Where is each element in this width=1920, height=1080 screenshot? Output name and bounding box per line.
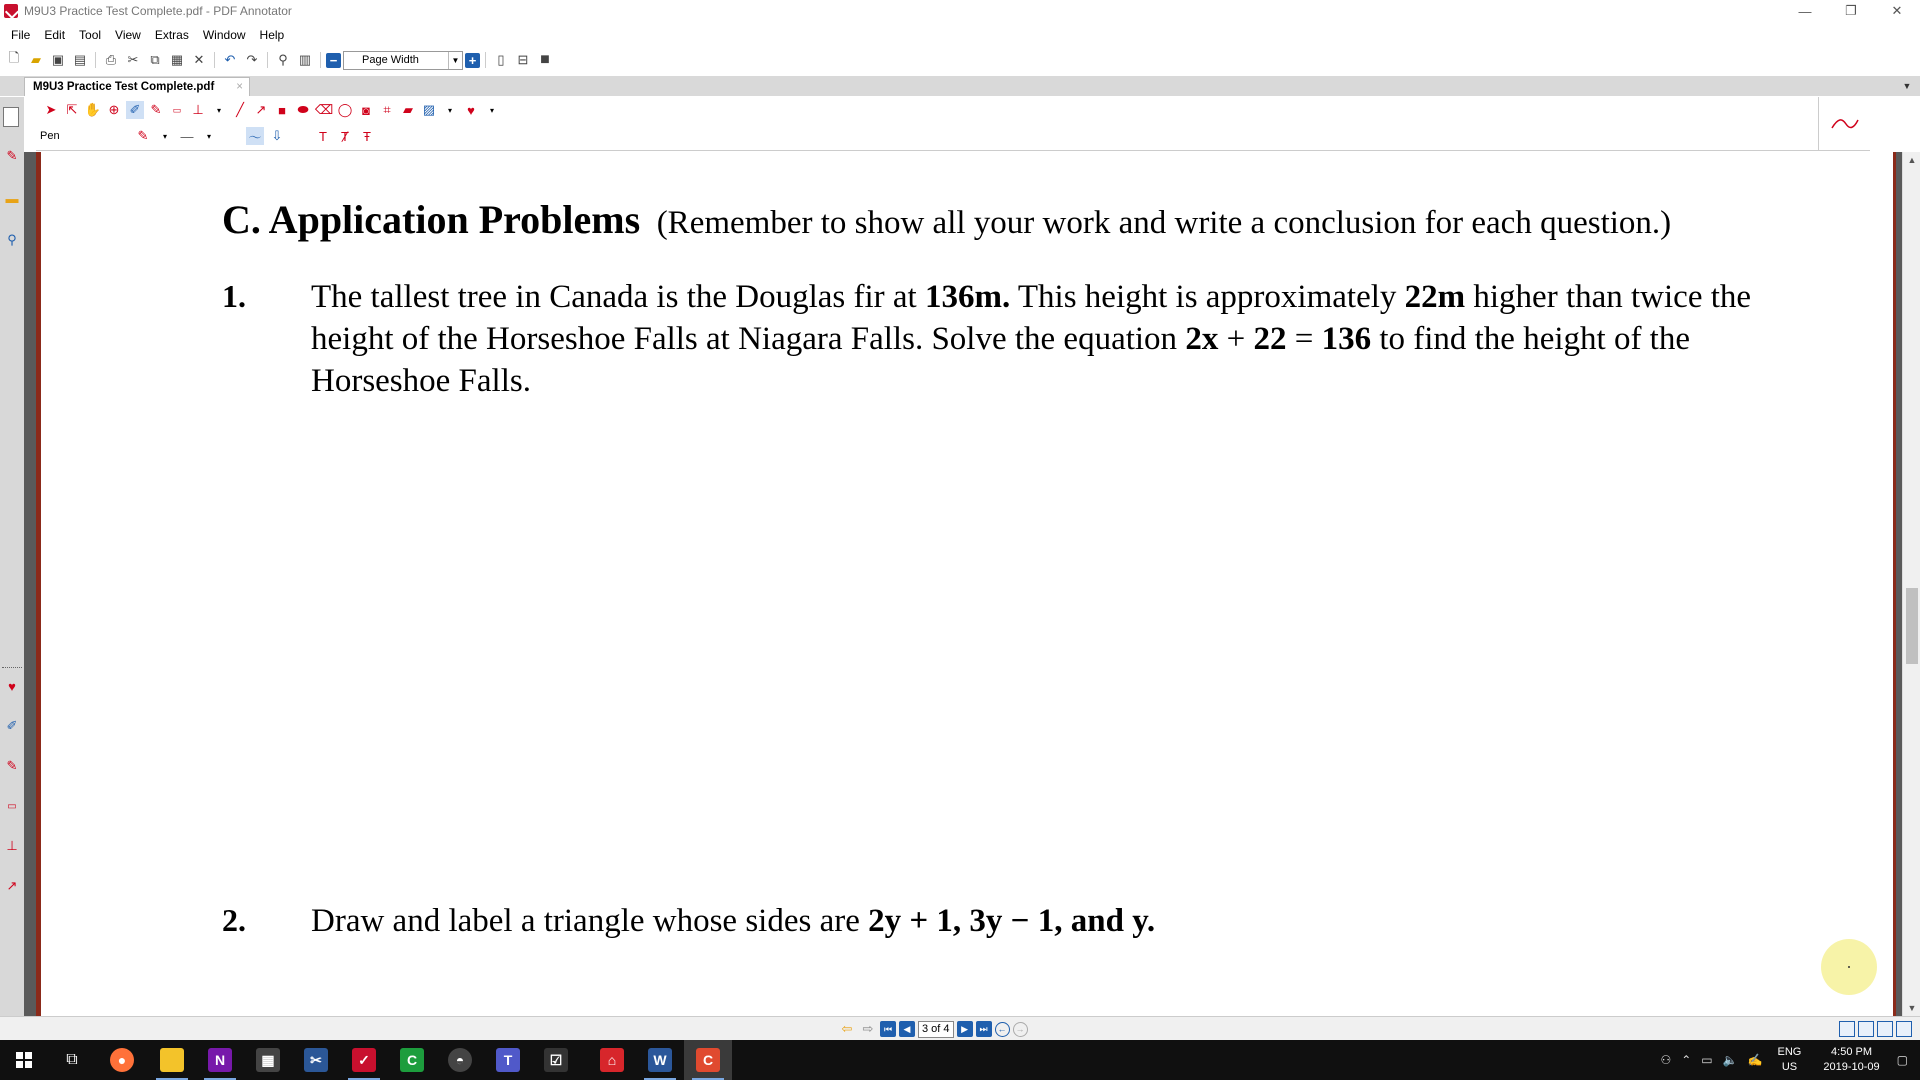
- chevron-down-icon[interactable]: ▾: [216, 105, 221, 115]
- firefox-icon: ●: [110, 1048, 134, 1072]
- line-icon[interactable]: ╱: [236, 102, 244, 117]
- acrobat-app[interactable]: [588, 1040, 636, 1080]
- camera-icon[interactable]: ◙: [362, 102, 370, 118]
- continuous-view-icon[interactable]: [1858, 1021, 1874, 1037]
- previous-page-icon[interactable]: ◀: [899, 1021, 915, 1037]
- pen-color-icon[interactable]: ✎: [137, 128, 149, 143]
- language-indicator[interactable]: ENG US: [1777, 1046, 1802, 1073]
- page-layout-icon[interactable]: ▥: [298, 52, 312, 67]
- eraser-icon[interactable]: ⌫: [314, 102, 334, 117]
- page-thumbnail-icon[interactable]: [3, 107, 19, 127]
- camtasia-icon: C: [400, 1048, 424, 1072]
- windows-taskbar: [0, 1040, 1920, 1080]
- open-folder-icon[interactable]: ▰: [31, 52, 41, 67]
- toolbar-divider: [267, 52, 268, 68]
- document-tab-strip: [0, 76, 1920, 96]
- main-toolbar: [0, 48, 1920, 72]
- people-icon[interactable]: ⚇: [1660, 1053, 1672, 1067]
- text-squiggle-icon[interactable]: Ⱦ: [341, 128, 349, 144]
- back-history-icon[interactable]: ⇦: [841, 1021, 853, 1036]
- page-indicator[interactable]: 3 of 4: [918, 1021, 954, 1038]
- pen-active-icon[interactable]: ✐: [126, 101, 144, 119]
- ellipse-icon[interactable]: ⬬: [297, 102, 309, 117]
- onenote-icon: N: [208, 1048, 232, 1072]
- copy-icon[interactable]: ⧉: [150, 52, 160, 67]
- pen-properties-row: [40, 127, 376, 145]
- system-tray: [1655, 1040, 1920, 1080]
- scroll-down-icon[interactable]: ▼: [1907, 1003, 1917, 1013]
- acrobat-icon: ⌂: [600, 1048, 624, 1072]
- notes-panel-icon[interactable]: ▬: [5, 190, 19, 206]
- network-icon[interactable]: ▭: [1701, 1053, 1713, 1067]
- forward-icon[interactable]: →: [1013, 1022, 1028, 1037]
- select-arrow-icon[interactable]: ➤: [45, 102, 57, 117]
- tab-label: M9U3 Practice Test Complete.pdf: [33, 81, 215, 93]
- left-sidebar: [0, 97, 24, 1016]
- pdf-annotator-app[interactable]: [340, 1040, 388, 1080]
- hand-tool-icon[interactable]: ✋: [84, 102, 102, 117]
- menu-tool[interactable]: Tool: [79, 28, 102, 42]
- zoom-select[interactable]: [343, 51, 463, 70]
- two-page-continuous-view-icon[interactable]: [1896, 1021, 1912, 1037]
- panel-divider: [2, 667, 22, 668]
- toolbar-divider: [485, 52, 486, 68]
- delete-icon[interactable]: ✕: [193, 52, 205, 67]
- rectangle-icon[interactable]: ■: [278, 102, 286, 118]
- window-controls: [1782, 0, 1920, 22]
- undo-icon[interactable]: ↶: [224, 52, 236, 67]
- fullscreen-icon[interactable]: ■: [540, 51, 550, 68]
- pen-preview: [1818, 97, 1870, 151]
- camtasia-recorder-app[interactable]: [684, 1040, 732, 1080]
- problem-number: 1.: [222, 278, 246, 314]
- menu-window[interactable]: Window: [202, 28, 246, 42]
- word-icon: W: [648, 1048, 672, 1072]
- scroll-thumb[interactable]: [1906, 588, 1918, 664]
- two-page-view-icon[interactable]: [1877, 1021, 1893, 1037]
- zoom-in-icon[interactable]: +: [465, 53, 480, 68]
- arrow-tool-icon[interactable]: ↗: [6, 878, 18, 893]
- annotation-tools-row: [42, 101, 501, 119]
- action-center-icon[interactable]: ▢: [1896, 1053, 1908, 1067]
- chevron-down-icon[interactable]: ▾: [447, 105, 452, 115]
- first-page-icon[interactable]: ⏮: [880, 1021, 896, 1037]
- last-page-icon[interactable]: ⏭: [976, 1021, 992, 1037]
- pen-stroke-preview-icon: [1830, 116, 1860, 132]
- crop-icon[interactable]: ⌗: [383, 102, 391, 117]
- text-annotation-icon[interactable]: ▭: [172, 104, 182, 115]
- app-logo-icon: [4, 4, 18, 18]
- word-app[interactable]: [636, 1040, 684, 1080]
- pen-tool-icon[interactable]: ✎: [6, 758, 18, 773]
- problem-text: The tallest tree in Canada is the Douglas fir at 136m. This height is approximately 22m higher than twice the height of the Horseshoe Falls at Niagara Falls. Solve the equation 2x + 22 = 136 to find the height of the Horseshoe Falls.: [311, 279, 1752, 399]
- menu-file[interactable]: File: [11, 28, 31, 42]
- find-icon[interactable]: ⚲: [278, 52, 288, 67]
- text-select-icon[interactable]: ⇱: [66, 102, 78, 117]
- marker-icon[interactable]: ✎: [150, 102, 162, 117]
- task-view-icon: ⧉: [66, 1051, 78, 1068]
- vertical-scrollbar[interactable]: [1902, 152, 1920, 1016]
- annotation-toolbar: [36, 97, 1870, 151]
- toolbar-divider: [320, 52, 321, 68]
- zoom-tool-icon[interactable]: ⊕: [108, 102, 120, 117]
- scroll-up-icon[interactable]: ▲: [1907, 155, 1917, 165]
- lasso-icon[interactable]: ◯: [337, 102, 353, 117]
- zoom-value: Page Width: [362, 54, 419, 66]
- page-navigation: [838, 1020, 1028, 1038]
- ruler-icon[interactable]: ▰: [403, 102, 413, 117]
- stamp-tool-icon[interactable]: ⊥: [192, 102, 204, 117]
- chevron-down-icon[interactable]: ▾: [162, 131, 167, 141]
- pdf-page[interactable]: [41, 152, 1893, 1016]
- toolbar-divider: [95, 52, 96, 68]
- print-icon[interactable]: ⎙: [105, 52, 117, 67]
- pen-workspace-icon[interactable]: ✍: [1747, 1053, 1763, 1067]
- new-document-icon[interactable]: 🗋: [8, 50, 20, 65]
- section-heading: [222, 197, 1722, 242]
- chevron-down-icon[interactable]: ▼: [448, 52, 462, 69]
- snipping-app[interactable]: [292, 1040, 340, 1080]
- document-viewport[interactable]: [24, 152, 1902, 1016]
- recorder-icon: C: [696, 1048, 720, 1072]
- snap-icon[interactable]: ⇩: [271, 128, 283, 143]
- camtasia-app[interactable]: [388, 1040, 436, 1080]
- calculator-icon: ▦: [256, 1048, 280, 1072]
- whiteboard-app[interactable]: [532, 1040, 580, 1080]
- task-view-button[interactable]: [48, 1040, 96, 1080]
- tool-name-label: Pen: [40, 130, 60, 142]
- favorites-heart-icon[interactable]: ♥: [467, 102, 475, 118]
- photos-app[interactable]: [436, 1040, 484, 1080]
- section-note: (Remember to show all your work and write a conclusion for each question.): [656, 205, 1672, 241]
- close-tab-icon[interactable]: ×: [236, 81, 243, 93]
- menu-view[interactable]: View: [115, 28, 141, 42]
- problem-number: 2.: [222, 902, 246, 938]
- smooth-stroke-icon[interactable]: 〜: [246, 127, 264, 145]
- fit-width-icon[interactable]: ⊟: [517, 52, 529, 67]
- status-bar: [0, 1016, 1920, 1040]
- problem-text: Draw and label a triangle whose sides are 2y + 1, 3y − 1, and y.: [311, 903, 1156, 939]
- minimize-button[interactable]: —: [1798, 3, 1812, 19]
- onenote-app[interactable]: [196, 1040, 244, 1080]
- folder-icon: [160, 1048, 184, 1072]
- photos-icon: ◓: [448, 1048, 472, 1072]
- whiteboard-icon: ☑: [544, 1048, 568, 1072]
- stamp-icon[interactable]: ⊥: [6, 838, 18, 853]
- show-hidden-icons-icon[interactable]: ⌃: [1681, 1053, 1692, 1067]
- title-bar: [0, 0, 1920, 22]
- arrow-icon[interactable]: ↗: [255, 102, 267, 117]
- favorites-heart-icon[interactable]: ♥: [8, 678, 16, 694]
- zoom-out-icon[interactable]: −: [326, 53, 341, 68]
- windows-logo-icon: [16, 1052, 32, 1068]
- save-as-icon[interactable]: ▤: [73, 52, 87, 67]
- teams-icon: T: [496, 1048, 520, 1072]
- text-box-icon[interactable]: ▭: [7, 800, 17, 812]
- view-mode-buttons: [1839, 1021, 1912, 1037]
- text-underline-icon[interactable]: T: [319, 128, 327, 144]
- pen-panel-icon[interactable]: ✎: [6, 148, 18, 163]
- redo-icon[interactable]: ↷: [246, 52, 258, 67]
- menu-edit[interactable]: Edit: [44, 28, 66, 42]
- start-button[interactable]: [0, 1040, 48, 1080]
- next-page-icon[interactable]: ▶: [957, 1021, 973, 1037]
- tab-document[interactable]: [24, 77, 250, 96]
- attachment-icon[interactable]: ⚲: [7, 232, 17, 247]
- line-width-icon[interactable]: —: [180, 128, 194, 144]
- pointer-highlight: [1821, 939, 1877, 995]
- menu-extras[interactable]: Extras: [154, 28, 189, 42]
- teams-app[interactable]: [484, 1040, 532, 1080]
- cut-icon[interactable]: ✂: [127, 52, 139, 67]
- volume-icon[interactable]: 🔈: [1722, 1053, 1738, 1067]
- firefox-app[interactable]: [98, 1040, 146, 1080]
- close-button[interactable]: ✕: [1891, 3, 1903, 18]
- chevron-down-icon[interactable]: ▾: [489, 105, 494, 115]
- section-title: C. Application Problems: [222, 197, 641, 242]
- menu-help[interactable]: Help: [259, 28, 285, 42]
- back-icon[interactable]: ←: [995, 1022, 1010, 1037]
- calculator-app[interactable]: [244, 1040, 292, 1080]
- pdf-annotator-icon: ✓: [352, 1048, 376, 1072]
- snipping-icon: ✂: [304, 1048, 328, 1072]
- save-icon[interactable]: ▣: [51, 52, 65, 67]
- menu-bar: [0, 24, 291, 46]
- single-page-icon[interactable]: ▯: [497, 52, 505, 67]
- text-strikeout-icon[interactable]: Ŧ: [363, 128, 371, 144]
- toolbar-divider: [214, 52, 215, 68]
- file-explorer-app[interactable]: [148, 1040, 196, 1080]
- insert-image-icon[interactable]: ▨: [422, 102, 436, 117]
- forward-history-icon[interactable]: ⇨: [862, 1021, 874, 1036]
- tab-list-chevron-icon[interactable]: ▼: [1902, 81, 1912, 91]
- single-page-view-icon[interactable]: [1839, 1021, 1855, 1037]
- chevron-down-icon[interactable]: ▾: [206, 131, 211, 141]
- window-title: M9U3 Practice Test Complete.pdf - PDF Annotator: [24, 4, 292, 18]
- restore-button[interactable]: ❐: [1845, 3, 1857, 18]
- clock[interactable]: 4:50 PM 2019-10-09: [1823, 1046, 1880, 1073]
- highlighter-icon[interactable]: ✐: [6, 718, 18, 733]
- paste-icon[interactable]: ▦: [170, 52, 184, 67]
